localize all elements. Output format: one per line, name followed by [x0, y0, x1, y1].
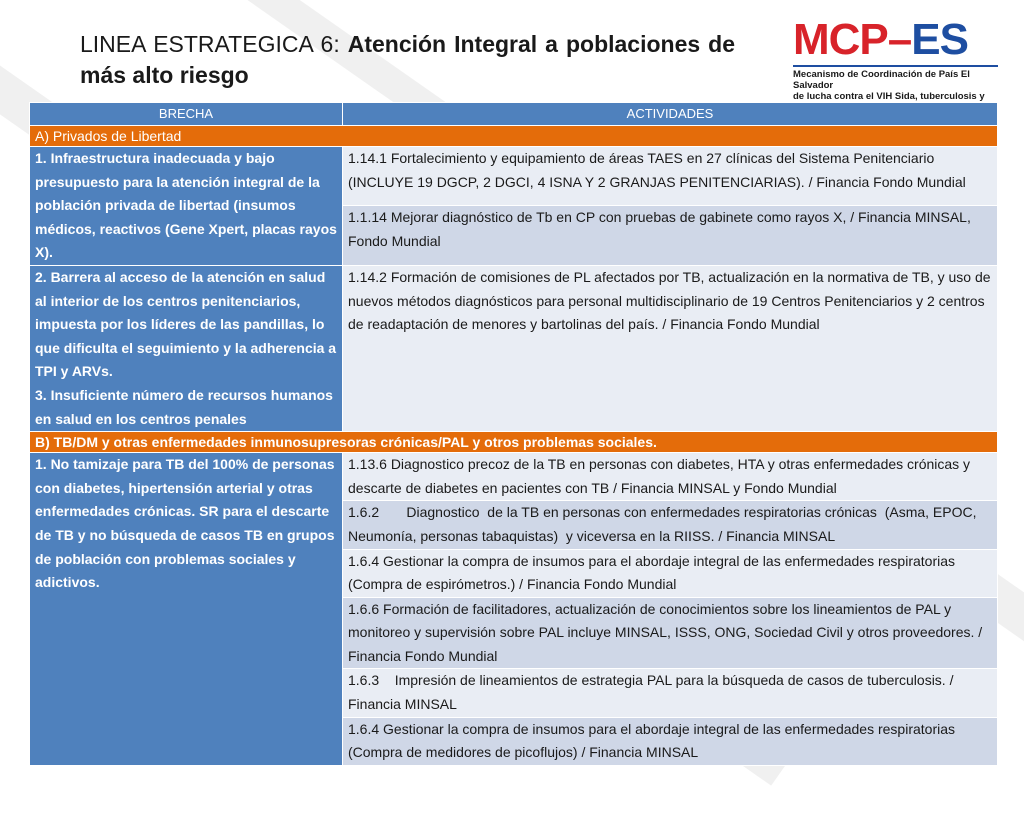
brecha-text: 3. Insuficiente número de recursos humanos en salud en los centros penales	[35, 386, 333, 427]
slide-title	[80, 29, 735, 91]
activity-cell: 1.6.4 Gestionar la compra de insumos para el abordaje integral de las enfermedades respiratorias (Compra de espirómetros.) / Financia Fondo Mundial	[343, 549, 998, 597]
mcp-es-logo	[793, 15, 1008, 113]
section-row	[30, 432, 998, 453]
logo-subtitle-line1: Mecanismo de Coordinación de País El Salvador	[793, 69, 970, 91]
section-row	[30, 126, 998, 147]
section-label: B) TB/DM y otras enfermedades inmunosupresoras crónicas/PAL y otros problemas sociales.	[30, 432, 998, 453]
logo-subtitle-line2: de lucha contra el VIH Sida, tuberculosis y	[793, 91, 985, 102]
table-header-row	[30, 103, 998, 126]
brecha-cell	[30, 265, 343, 431]
activity-cell: 1.6.3 Impresión de lineamientos de estrategia PAL para la búsqueda de casos de tuberculosis. / Financia MINSAL	[343, 669, 998, 717]
table-row	[30, 147, 998, 206]
slide-title-prefix: LINEA ESTRATEGICA 6:	[80, 31, 348, 57]
column-header-brecha: BRECHA	[30, 103, 343, 126]
logo-mark-left: MCP	[793, 15, 888, 64]
table-row	[30, 265, 998, 431]
section-label: A) Privados de Libertad	[30, 126, 998, 147]
activity-cell: 1.1.14 Mejorar diagnóstico de Tb en CP con pruebas de gabinete como rayos X, / Financia MINSAL, Fondo Mundial	[343, 206, 998, 265]
activity-cell: 1.6.2 Diagnostico de la TB en personas con enfermedades respiratorias crónicas (Asma, EPOC, Neumonía, personas tabaquistas) y viceversa en la RIISS. / Financia MINSAL	[343, 501, 998, 549]
strategy-table	[29, 102, 998, 766]
activity-cell: 1.14.1 Fortalecimiento y equipamiento de áreas TAES en 27 clínicas del Sistema Penitenciario (INCLUYE 19 DGCP, 2 DGCI, 4 ISNA Y 2 GRANJAS PENITENCIARIAS). / Financia Fondo Mundial	[343, 147, 998, 206]
activity-cell: 1.13.6 Diagnostico precoz de la TB en personas con diabetes, HTA y otras enfermedades crónicas y descarte de diabetes en pacientes con TB / Financia MINSAL y Fondo Mundial	[343, 453, 998, 501]
brecha-cell: 1. No tamizaje para TB del 100% de personas con diabetes, hipertensión arterial y otras enfermedades crónicas. SR para el descarte de TB y no búsqueda de casos TB en grupos de población con problemas sociales y adictivos.	[30, 453, 343, 766]
logo-divider	[793, 65, 998, 67]
activity-cell: 1.6.4 Gestionar la compra de insumos para el abordaje integral de las enfermedades respiratorias (Compra de medidores de picoflujos) / Financia MINSAL	[343, 717, 998, 765]
logo-mark-right: ES	[911, 15, 968, 64]
brecha-cell: 1. Infraestructura inadecuada y bajo presupuesto para la atención integral de la población privada de libertad (insumos médicos, reactivos (Gene Xpert, placas rayos X).	[30, 147, 343, 266]
slide-title-bold: Atención Integral a poblaciones de más alto riesgo	[80, 31, 735, 88]
column-header-actividades: ACTIVIDADES	[343, 103, 998, 126]
logo-mark	[793, 15, 1008, 64]
activity-cell: 1.14.2 Formación de comisiones de PL afectados por TB, actualización en la normativa de TB, y uso de nuevos métodos diagnósticos para personal multidisciplinario de 19 Centros Penitenciarios y 2 centros de readaptación de menores y bartolinas del país. / Financia Fondo Mundial	[343, 265, 998, 431]
activity-cell: 1.6.6 Formación de facilitadores, actualización de conocimientos sobre los lineamientos de PAL y monitoreo y supervisión sobre PAL incluye MINSAL, ISSS, ONG, Sociedad Civil y otros proveedores. / Financia Fondo Mundial	[343, 597, 998, 669]
logo-mark-dash: –	[887, 15, 912, 64]
table-row	[30, 453, 998, 501]
brecha-text: 2. Barrera al acceso de la atención en salud al interior de los centros penitenciarios, impuesta por los líderes de las pandillas, lo que dificulta el seguimiento y la adherencia a TPI y ARVs.	[35, 268, 337, 380]
